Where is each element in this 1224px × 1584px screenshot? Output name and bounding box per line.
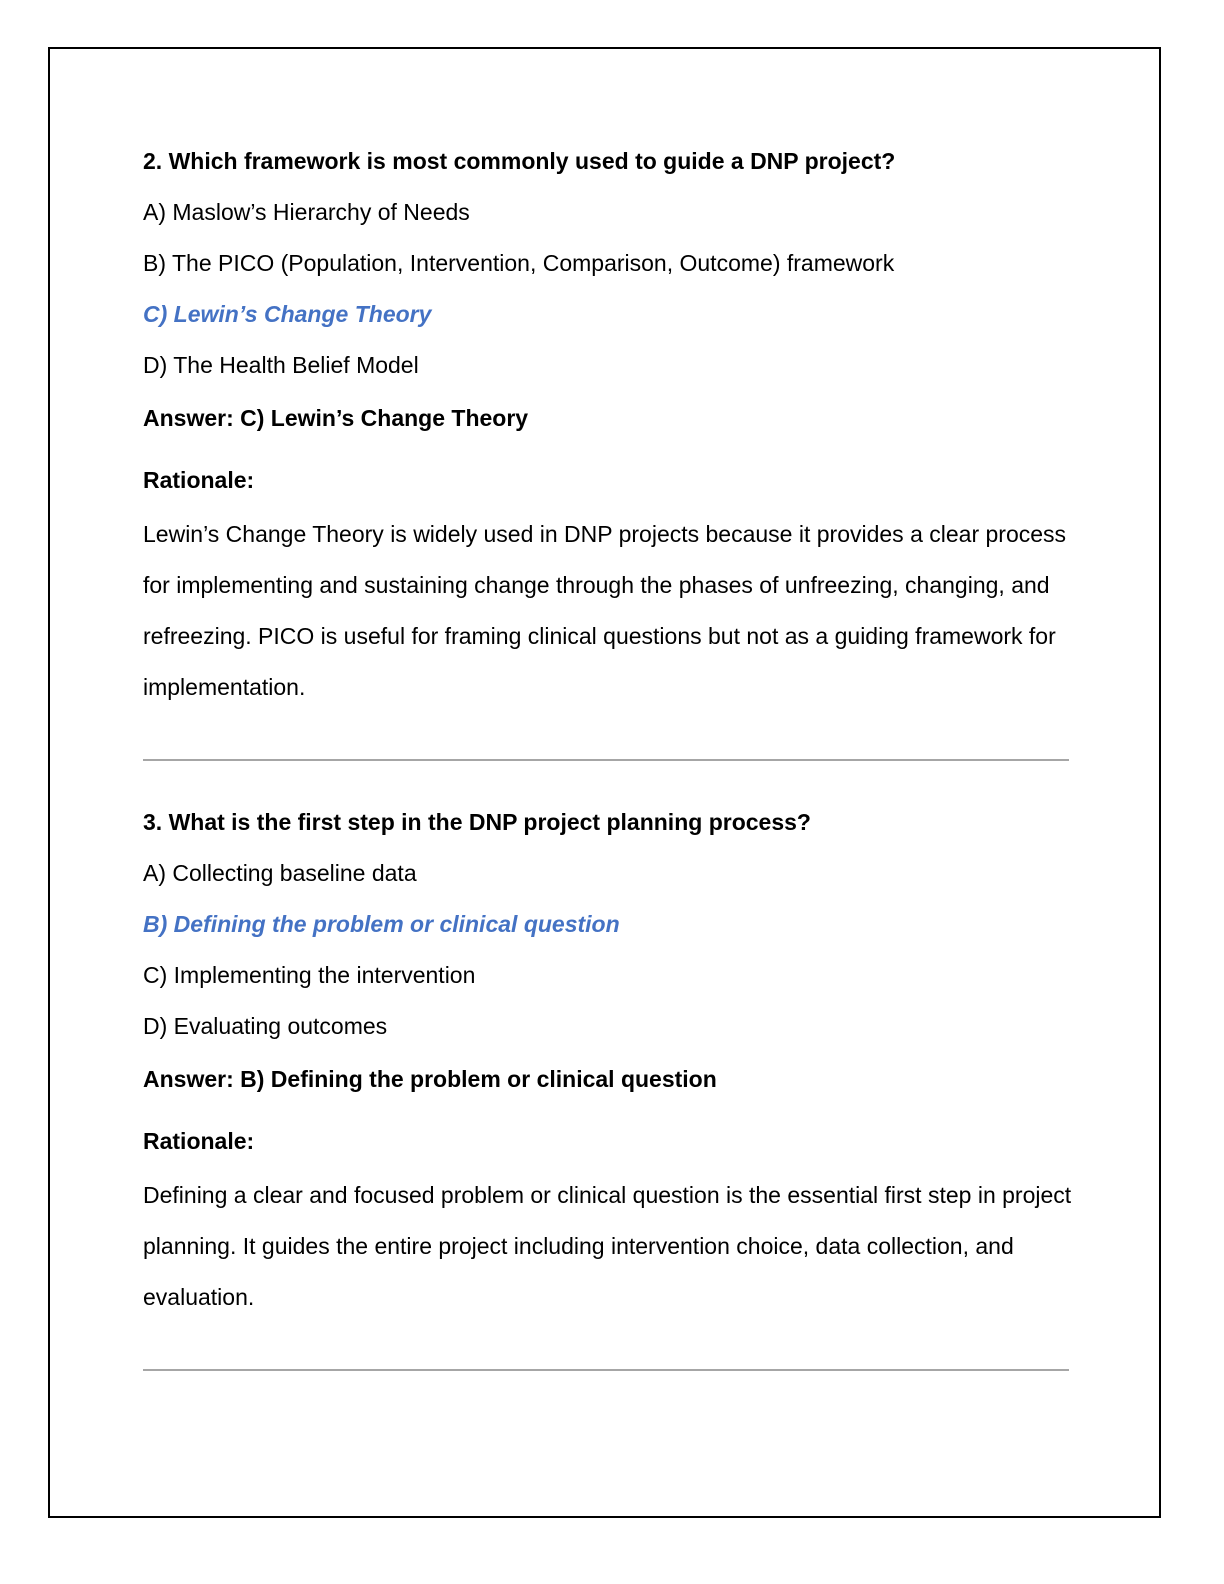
answer-line: Answer: B) Defining the problem or clinical question: [143, 1066, 717, 1092]
rationale-heading: Rationale:: [143, 1128, 255, 1154]
option-b-correct: B) Defining the problem or clinical question: [143, 911, 620, 937]
option-d: D) Evaluating outcomes: [143, 1013, 388, 1039]
option-c-correct: C) Lewin’s Change Theory: [143, 301, 432, 327]
rationale-heading: Rationale:: [143, 467, 255, 493]
rationale-text: Lewin’s Change Theory is widely used in DNP projects because it provides a clear process for implementing and sustaining change through the phases of unfreezing, changing, and refreezing. PICO is useful for framing clinical questions but not as a guiding framework for implementation.: [143, 521, 1067, 700]
option-b: B) The PICO (Population, Intervention, Comparison, Outcome) framework: [143, 250, 895, 276]
answer-line: Answer: C) Lewin’s Change Theory: [143, 405, 529, 431]
option-c: C) Implementing the intervention: [143, 962, 476, 988]
document-content: [143, 140, 1073, 1411]
question-block-2: [143, 140, 1073, 713]
rationale-text: Defining a clear and focused problem or clinical question is the essential first step in project planning. It guides the entire project including intervention choice, data collection, and evaluation.: [143, 1182, 1072, 1310]
option-d: D) The Health Belief Model: [143, 352, 419, 378]
section-divider: [143, 759, 1069, 761]
question-text: 3. What is the first step in the DNP project planning process?: [143, 809, 811, 835]
question-block-3: [143, 801, 1073, 1323]
option-a: A) Maslow’s Hierarchy of Needs: [143, 199, 470, 225]
question-text: 2. Which framework is most commonly used to guide a DNP project?: [143, 148, 896, 174]
section-divider: [143, 1369, 1069, 1371]
option-a: A) Collecting baseline data: [143, 860, 417, 886]
